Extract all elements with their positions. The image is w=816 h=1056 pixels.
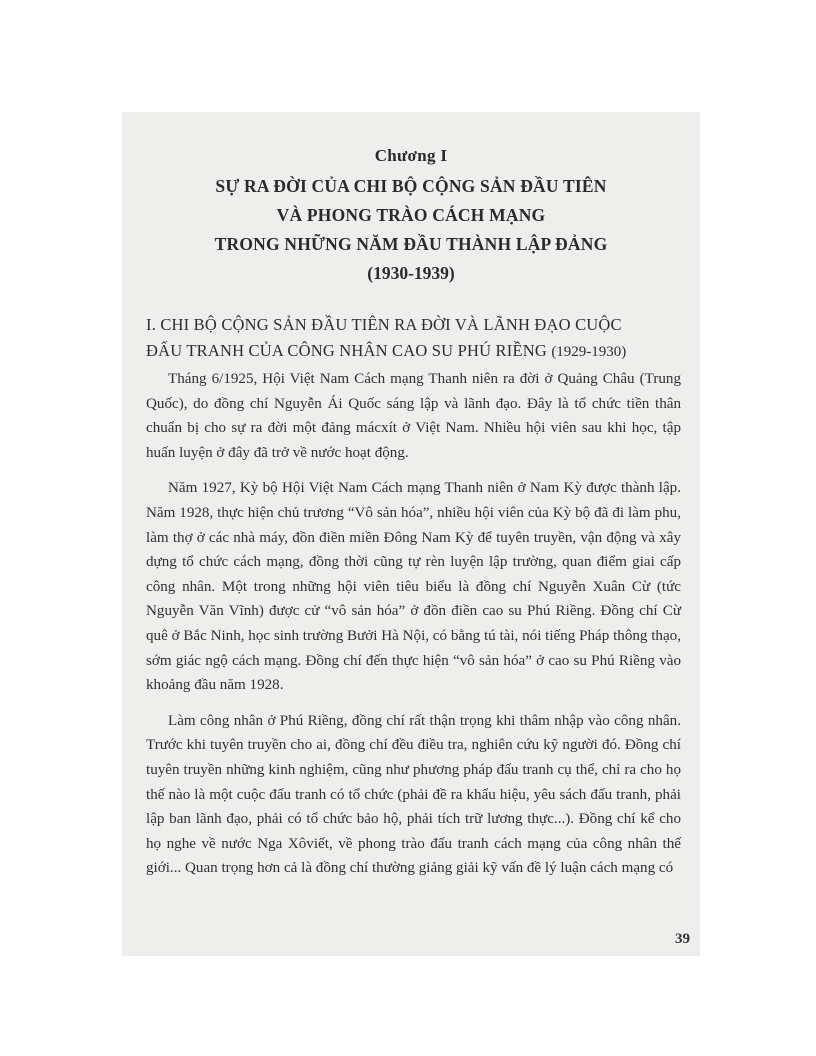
chapter-title-line-2: VÀ PHONG TRÀO CÁCH MẠNG [276, 205, 546, 225]
chapter-title-line-3: TRONG NHỮNG NĂM ĐẦU THÀNH LẬP ĐẢNG [214, 234, 608, 254]
chapter-title-line-1: SỰ RA ĐỜI CỦA CHI BỘ CỘNG SẢN ĐẦU TIÊN [215, 176, 607, 196]
chapter-years: (1930-1939) [367, 263, 455, 283]
section-heading [146, 312, 681, 365]
chapter-label: Chương I [374, 146, 448, 165]
book-page [122, 112, 700, 956]
section-heading-line-2-text: ĐẤU TRANH CỦA CÔNG NHÂN CAO SU PHÚ RIỀNG [146, 341, 547, 360]
page-number: 39 [675, 931, 690, 947]
chapter-header [122, 146, 700, 288]
section-heading-years: (1929-1930) [551, 344, 627, 360]
paragraph-2: Năm 1927, Kỳ bộ Hội Việt Nam Cách mạng Thanh niên ở Nam Kỳ được thành lập. Năm 1928, thực hiện chủ trương “Vô sản hóa”, nhiều hội viên của Kỳ bộ đã đi làm phu, làm thợ ở các nhà máy, đồn điền miền Đông Nam Kỳ để tuyên truyền, vận động và xây dựng tổ chức cách mạng, đồng thời cũng tự rèn luyện lập trường, quan điểm giai cấp công nhân. Một trong những hội viên tiêu biểu là đồng chí Nguyễn Xuân Cừ (tức Nguyễn Văn Vĩnh) được cử “vô sản hóa” ở đồn điền cao su Phú Riềng. Đồng chí Cừ quê ở Bắc Ninh, học sinh trường Bưởi Hà Nội, có bằng tú tài, nói tiếng Pháp thông thạo, sớm giác ngộ cách mạng. Đồng chí đến thực hiện “vô sản hóa” ở cao su Phú Riềng vào khoảng đầu năm 1928. [146, 480, 681, 694]
paragraph-3: Làm công nhân ở Phú Riềng, đồng chí rất thận trọng khi thâm nhập vào công nhân. Trước khi tuyên truyền cho ai, đồng chí đều điều tra, nghiên cứu kỹ người đó. Đồng chí tuyên truyền những kinh nghiệm, cũng như phương pháp đấu tranh cụ thể, chỉ ra cho họ thế nào là một cuộc đấu tranh có tổ chức (phải đề ra khẩu hiệu, yêu sách đấu tranh, phải lập ban lãnh đạo, phải có tổ chức bảo hộ, phải tích trữ lương thực...). Đồng chí kể cho họ nghe về nước Nga Xôviết, về phong trào đấu tranh cách mạng của công nhân thế giới... Quan trọng hơn cả là đồng chí thường giảng giải kỹ vấn đề lý luận cách mạng có [146, 712, 681, 877]
paragraph-1: Tháng 6/1925, Hội Việt Nam Cách mạng Thanh niên ra đời ở Quảng Châu (Trung Quốc), do đồng chí Nguyễn Ái Quốc sáng lập và lãnh đạo. Đây là tổ chức tiền thân chuẩn bị cho sự ra đời một đảng mácxít ở Việt Nam. Nhiều hội viên sau khi học, tập huấn luyện ở đây đã trở về nước hoạt động. [146, 371, 681, 461]
section-heading-line-1: I. CHI BỘ CỘNG SẢN ĐẦU TIÊN RA ĐỜI VÀ LÃNH ĐẠO CUỘC [146, 315, 622, 334]
body-text [146, 367, 681, 892]
section-heading-line-2 [146, 338, 681, 365]
